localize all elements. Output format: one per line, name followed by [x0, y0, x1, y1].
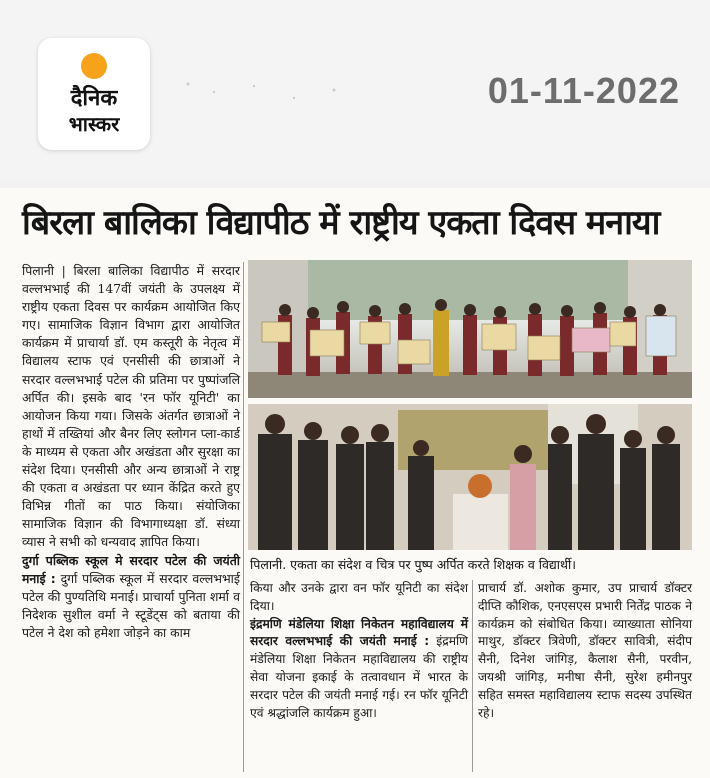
- photo-caption: पिलानी. एकता का संदेश व चित्र पर पुष्प अर्पित करते शिक्षक व विद्यार्थी।: [250, 557, 577, 572]
- subheading: दुर्गा पब्लिक स्कूल मे सरदार पटेल की जयंती मनाई :: [22, 552, 240, 586]
- article-column-1: [22, 262, 240, 642]
- masthead-bar: [0, 0, 710, 180]
- paragraph: पिलानी | बिरला बालिका विद्यापीठ में सरदार वल्लभभाई की 147वीं जयंती के उपलक्ष्य में राष्ट्रीय एकता दिवस पर कार्यक्रम आयोजित किए गए। सामाजिक विज्ञान विभाग द्वारा आयोजित कार्यक्रम में प्राचार्या डॉ. एम कस्तूरी के नेतृत्व में विद्यालय स्टाफ एवं एनसीसी की छात्राओं ने सरदार वल्लभभाई पटेल की प्रतिमा पर पुष्पांजलि अर्पित की। इसके बाद 'रन फॉर यूनिटी' का आयोजन किया गया। जिसके अंतर्गत छात्राओं ने हाथों में तख्तियां और बैनर लिए स्लोगन प्ला-कार्ड के माध्यम से एकता और अखंडता और सुरक्षा का संदेश दिया। एनसीसी और अन्य छात्राओं ने राष्ट्र की एकता व अखंडता पर ध्यान केंद्रित करते हुए विभिन्न गीतों का पाठ किया। संयोजिका सामाजिक विज्ञान की विभागाध्यक्षा डॉ. संध्या व्यास ने सभी को धन्यवाद ज्ञापित किया।: [22, 263, 240, 550]
- logo-line-1: दैनिक: [70, 86, 118, 111]
- faint-marks: [184, 78, 344, 108]
- photo-floral-tribute: [248, 404, 692, 550]
- publication-date: 01-11-2022: [487, 70, 680, 111]
- paragraph: किया और उनके द्वारा वन फॉर यूनिटी का संदेश दिया।: [250, 581, 468, 613]
- newspaper-clipping: [0, 188, 710, 778]
- paragraph: इंद्रमणि मंडेलिया शिक्षा निकेतन महाविद्यालय की राष्ट्रीय सेवा योजना इकाई के तत्वावधान में भारत के सरदार पटेल की जयंती मनाई गई। रन फॉर यूनिटी एवं श्रद्धांजलि कार्यक्रम हुआ।: [250, 634, 468, 720]
- logo-line-2: भास्कर: [68, 112, 120, 136]
- dainik-bhaskar-logo: [38, 38, 150, 150]
- subheading: इंद्रमणि मंडेलिया शिक्षा निकेतन महाविद्यालय में सरदार वल्लभभाई की जयंती मनाई :: [250, 616, 468, 649]
- article-column-2: [250, 580, 468, 722]
- article-column-3: [478, 580, 692, 722]
- paragraph: प्राचार्य डॉ. अशोक कुमार, उप प्राचार्य डॉक्टर दीप्ति कौशिक, एनएसएस प्रभारी निर्तेंद्र पाठक ने कार्यक्रम को संबोधित किया। व्याख्याता सोनिया माथुर, डॉक्टर त्रिवेणी, डॉक्टर सावित्री, संदीप सैनी, दिनेश जांगिड़, कैलाश सैनी, परवीन, जयश्री जांगिड़, मनीषा सैनी, सुरेश हमीनपुर सहित समस्त महाविद्यालय स्टाफ सदस्य उपस्थित रहे।: [478, 581, 692, 720]
- article-headline: बिरला बालिका विद्यापीठ में राष्ट्रीय एकता दिवस मनाया: [22, 203, 660, 243]
- photo-run-for-unity: [248, 260, 692, 398]
- sun-icon: [81, 53, 107, 79]
- column-divider: [472, 580, 473, 772]
- paragraph: दुर्गा पब्लिक स्कूल में सरदार वल्लभभाई पटेल की पुण्यतिथि मनाई। प्राचार्या पुनिता शर्मा व निदेशक सुशील वर्मा ने स्टूडेंट्स को बताया की पटेल ने देश को हमेशा जोड़ने का काम: [22, 570, 240, 640]
- column-divider: [243, 262, 244, 772]
